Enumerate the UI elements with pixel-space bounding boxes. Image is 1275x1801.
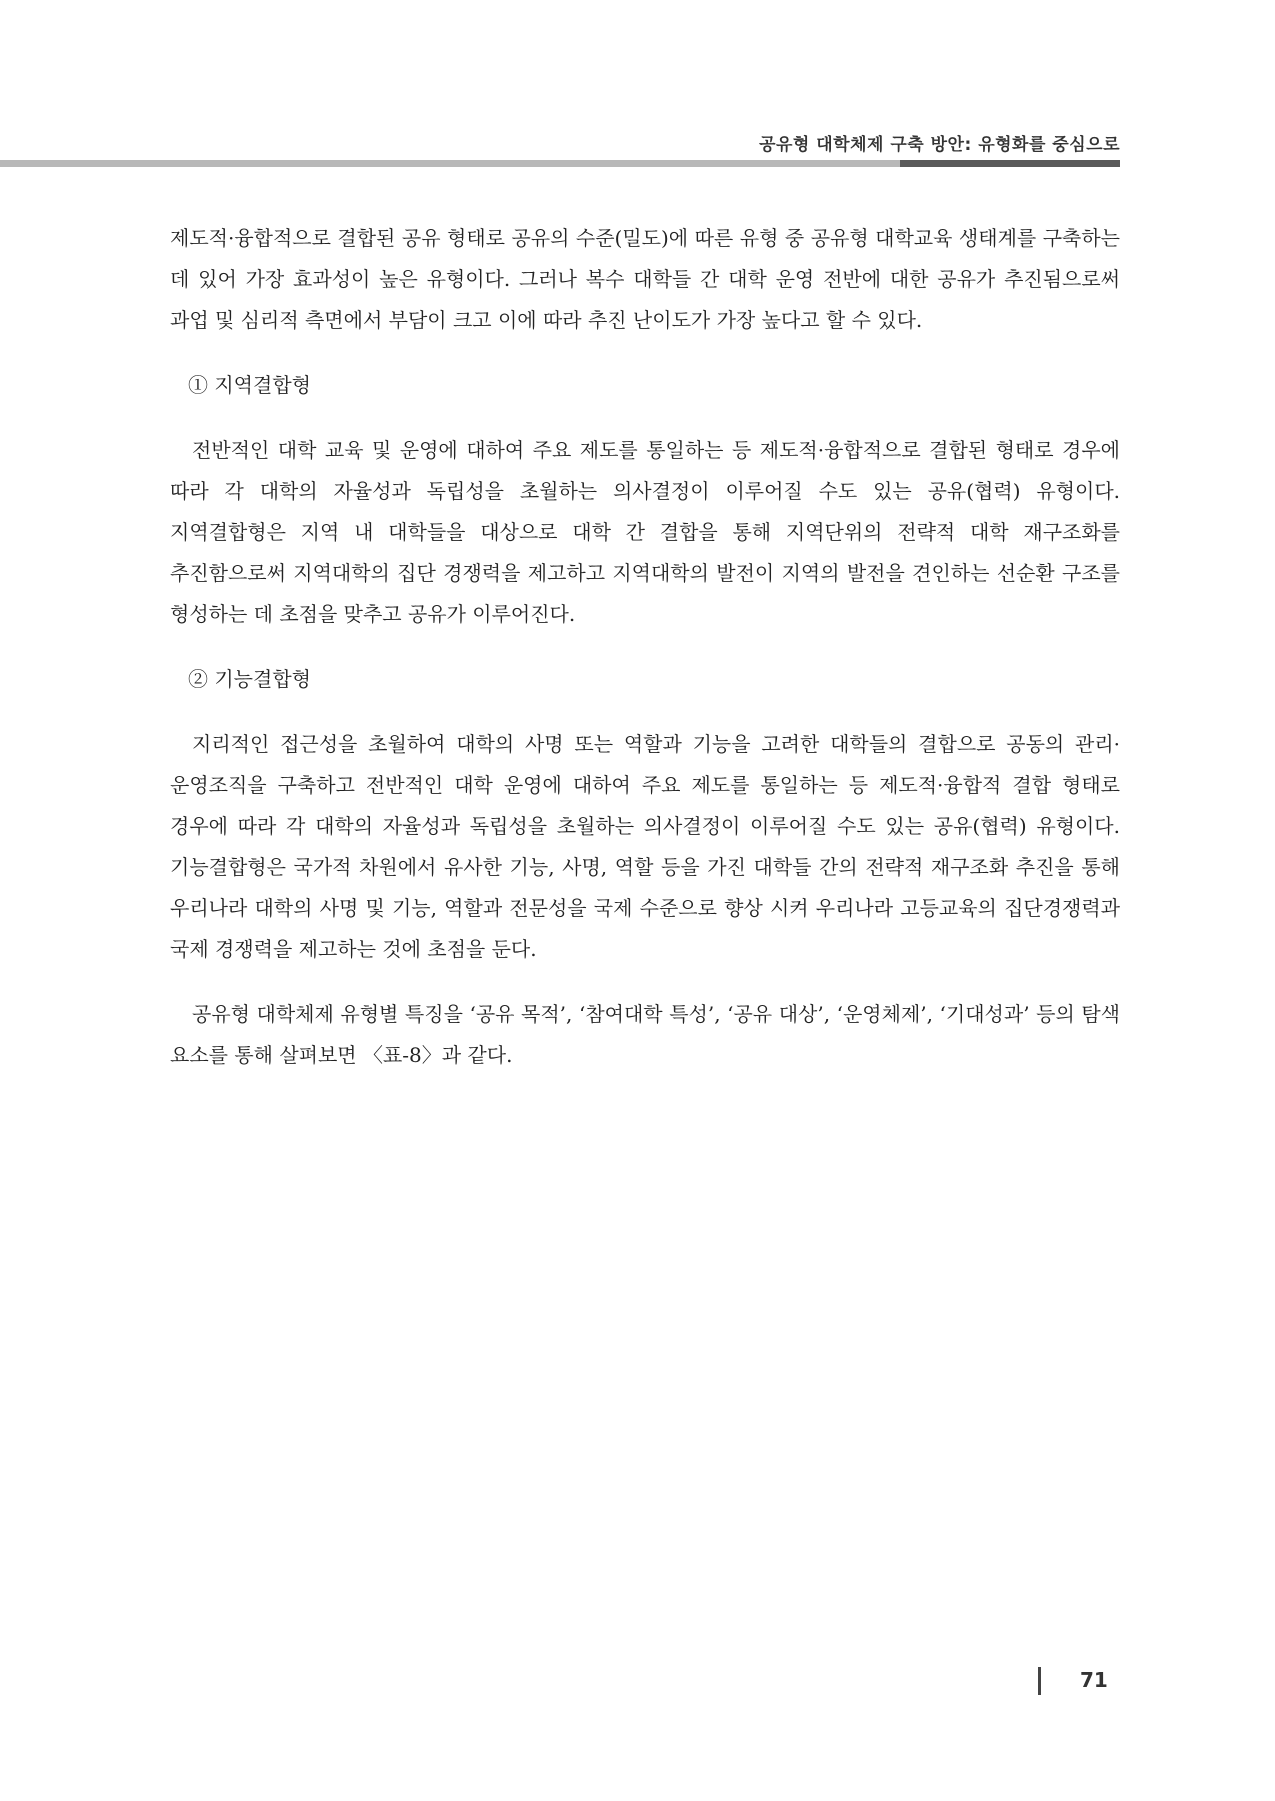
body-paragraph: 전반적인 대학 교육 및 운영에 대하여 주요 제도를 통일하는 등 제도적·융합적으로 결합된 형태로 경우에 따라 각 대학의 자율성과 독립성을 초월하는 의사결정이 이루어질 수도 있는 공유(협력) 유형이다. 지역결합형은 지역 내 대학들을 대상으로 대학 간 결합을 통해 지역단위의 전략적 대학 재구조화를 추진함으로써 지역대학의 집단 경쟁력을 제고하고 지역대학의 발전이 지역의 발전을 견인하는 선순환 구조를 형성하는 데 초점을 맞추고 공유가 이루어진다. xyxy=(170,438,1120,626)
body-paragraph: 공유형 대학체제 유형별 특징을 ‘공유 목적’, ‘참여대학 특성’, ‘공유 대상’, ‘운영체제’, ‘기대성과’ 등의 탐색 요소를 통해 살펴보면 〈표-8〉과 같다. xyxy=(170,1002,1120,1067)
footer-divider xyxy=(1038,1667,1041,1695)
body-paragraph: 제도적·융합적으로 결합된 공유 형태로 공유의 수준(밀도)에 따른 유형 중 공유형 대학교육 생태계를 구축하는 데 있어 가장 효과성이 높은 유형이다. 그러나 복수 대학들 간 대학 운영 전반에 대한 공유가 추진됨으로써 과업 및 심리적 측면에서 부담이 크고 이에 따라 추진 난이도가 가장 높다고 할 수 있다. xyxy=(170,226,1120,332)
header-rule-accent xyxy=(900,160,1120,167)
section-heading: ② 기능결합형 xyxy=(188,667,311,691)
body-paragraph: 지리적인 접근성을 초월하여 대학의 사명 또는 역할과 기능을 고려한 대학들의 결합으로 공동의 관리·운영조직을 구축하고 전반적인 대학 운영에 대하여 주요 제도를 통일하는 등 제도적·융합적 결합 형태로 경우에 따라 각 대학의 자율성과 독립성을 초월하는 의사결정이 이루어질 수도 있는 공유(협력) 유형이다. 기능결합형은 국가적 차원에서 유사한 기능, 사명, 역할 등을 가진 대학들 간의 전략적 재구조화 추진을 통해 우리나라 대학의 사명 및 기능, 역할과 전문성을 국제 수준으로 향상 시켜 우리나라 고등교육의 집단경쟁력과 국제 경쟁력을 제고하는 것에 초점을 둔다. xyxy=(170,732,1120,961)
section-heading: ① 지역결합형 xyxy=(188,373,311,397)
page-number: 71 xyxy=(1080,1668,1108,1692)
header-rule xyxy=(0,160,900,167)
running-header-title: 공유형 대학체제 구축 방안: 유형화를 중심으로 xyxy=(759,135,1120,155)
page-body xyxy=(170,218,1120,1100)
